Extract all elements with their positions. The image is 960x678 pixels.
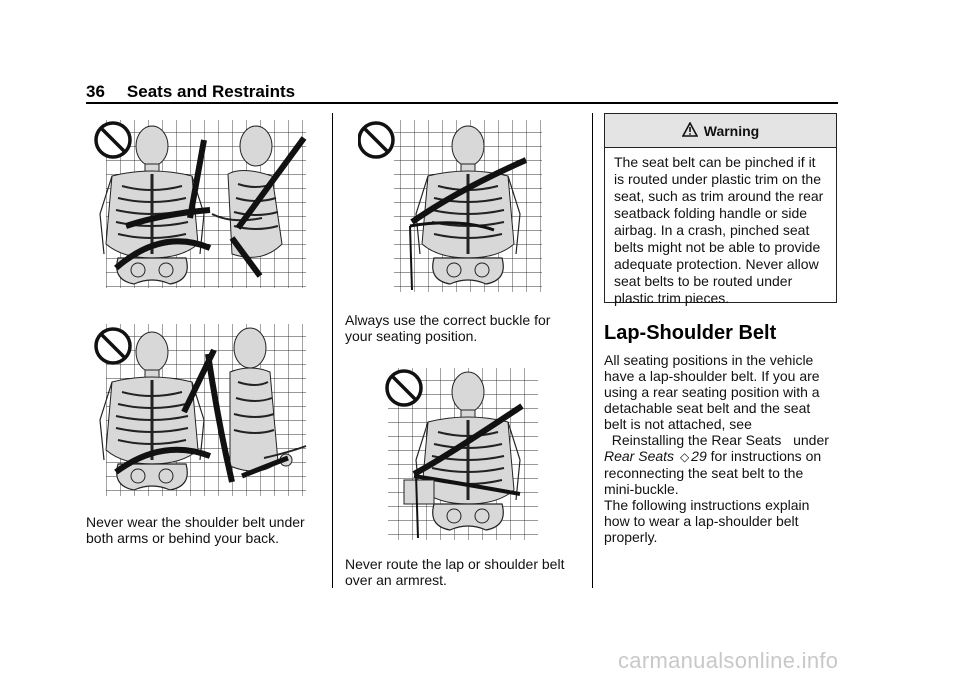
warning-line: adequate protection. Never allow: [614, 256, 819, 272]
warning-line: is routed under plastic trim on the: [614, 171, 821, 187]
caption-line: Never route the lap or shoulder belt: [345, 556, 565, 572]
figure-belt-behind-back: [92, 322, 310, 498]
paragraph-line: All seating positions in the vehicle: [604, 352, 814, 368]
warning-line: The seat belt can be pinched if it: [614, 154, 816, 170]
warning-line: plastic trim pieces.: [614, 290, 730, 306]
warning-triangle-icon: [682, 122, 698, 140]
paragraph-line: properly.: [604, 529, 658, 545]
caption-col1: [86, 514, 326, 546]
paragraph-line: detachable seat belt and the seat: [604, 400, 811, 416]
page-number: 36: [86, 82, 105, 101]
caption-col2-top: [345, 312, 585, 344]
no-symbol-icon: [96, 329, 130, 363]
figure-wrong-buckle: [358, 118, 544, 296]
no-symbol-icon: [359, 123, 393, 157]
paragraph-line: reconnecting the seat belt to the: [604, 465, 804, 481]
paragraph-seating-positions: [604, 352, 844, 497]
no-symbol-icon: [96, 123, 130, 157]
warning-header: [605, 114, 836, 148]
column-divider-1: [332, 113, 333, 588]
cross-reference-page[interactable]: 29: [691, 448, 707, 464]
warning-box: [604, 113, 837, 306]
page-header: [86, 82, 295, 102]
caption-line: Never wear the shoulder belt under: [86, 514, 305, 530]
cross-reference-link[interactable]: Rear Seats: [604, 448, 675, 464]
paragraph-line: Reinstalling the Rear Seats under: [604, 432, 829, 448]
paragraph-line: belt is not attached, see: [604, 416, 752, 432]
section-heading: Lap-Shoulder Belt: [604, 322, 777, 344]
paragraph-line: for instructions on: [710, 448, 822, 464]
paragraph-line: how to wear a lap-shoulder belt: [604, 513, 799, 529]
no-symbol-icon: [387, 371, 421, 405]
warning-line: seat, such as trim around the rear: [614, 188, 824, 204]
warning-line: airbag. In a crash, pinched seat: [614, 222, 810, 238]
caption-line: both arms or behind your back.: [86, 530, 279, 546]
caption-col2-bottom: [345, 556, 585, 588]
figure-belt-under-arms: [92, 118, 310, 290]
caption-line: your seating position.: [345, 328, 478, 344]
watermark: carmanualsonline.info: [618, 648, 839, 673]
caption-line: over an armrest.: [345, 572, 447, 588]
caption-line: Always use the correct buckle for: [345, 312, 551, 328]
warning-line: seatback folding handle or side: [614, 205, 808, 221]
paragraph-line: The following instructions explain: [604, 497, 810, 513]
figure-belt-over-armrest: [384, 366, 540, 542]
warning-line: belts might not be able to provide: [614, 239, 821, 255]
warning-heading: Warning: [703, 122, 760, 139]
paragraph-instructions: [604, 497, 844, 545]
warning-line: seat belts to be routed under: [614, 273, 793, 289]
column-divider-2: [592, 113, 593, 588]
header-rule: [86, 102, 838, 104]
chapter-title: Seats and Restraints: [126, 82, 296, 101]
paragraph-line: using a rear seating position with a: [604, 384, 820, 400]
warning-body: [605, 148, 836, 307]
page-reference-icon: ◇: [679, 450, 690, 464]
paragraph-line: mini-buckle.: [604, 481, 679, 497]
paragraph-line: have a lap-shoulder belt. If you are: [604, 368, 820, 384]
cross-reference-line: [604, 448, 844, 465]
